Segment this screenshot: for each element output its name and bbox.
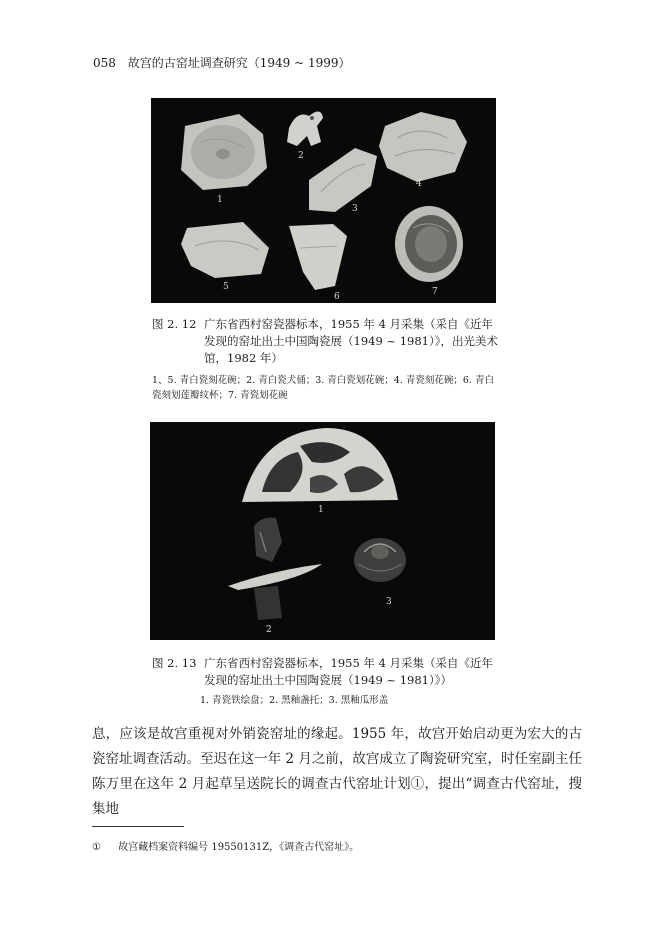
figure-2-13-image <box>150 422 495 640</box>
shard-1-bowl <box>181 114 267 190</box>
figure-number: 图 2. 13 <box>152 656 197 670</box>
item-1-painted-plate <box>242 428 398 502</box>
running-header <box>93 54 351 71</box>
footnote-mark: ① <box>92 842 101 853</box>
shard-6-cup <box>289 224 347 290</box>
figure-2-12-image <box>151 98 496 303</box>
footnote <box>92 838 359 853</box>
shard-2-dog-figurine <box>287 111 323 146</box>
shard-7-dark-bowl <box>395 206 463 282</box>
item-2-cup-stand <box>228 518 322 620</box>
figure-2-12-items: 1、5. 青白瓷刻花碗；2. 青白瓷犬俑；3. 青白瓷划花碗；4. 青瓷刻花碗；6. 青白瓷刻划莲瓣纹杯；7. 青瓷划花碗 <box>152 375 494 401</box>
panel-label-5: 5 <box>223 282 229 292</box>
figure-2-13-photo <box>150 422 495 640</box>
panel-label-6: 6 <box>334 292 340 302</box>
figure-2-12-photo <box>151 98 496 303</box>
panel-label-1: 1 <box>318 505 324 515</box>
panel-label-7: 7 <box>432 287 438 297</box>
figure-2-13-caption <box>152 655 502 691</box>
footnote-rule <box>92 826 184 827</box>
panel-label-3: 3 <box>352 204 358 214</box>
panel-label-2: 2 <box>266 625 272 635</box>
panel-label-2: 2 <box>298 151 304 161</box>
running-title: 故宫的古窑址调查研究（1949 ~ 1999） <box>127 56 351 70</box>
footnote-text: 故宫藏档案资料编号 19550131Z，《调查古代窑址》。 <box>118 842 360 853</box>
shard-3-bowl-fragment <box>309 148 377 212</box>
panel-label-4: 4 <box>416 179 422 189</box>
shard-5-bowl-fragment <box>181 222 269 278</box>
figure-2-12-caption <box>152 316 502 368</box>
panel-label-3: 3 <box>386 597 392 607</box>
shard-4-carved-bowl <box>379 112 467 182</box>
item-3-melon-lid <box>354 538 406 582</box>
body-paragraph: 息，应该是故宫重视对外销瓷窑址的缘起。1955 年，故宫开始启动更为宏大的古瓷窑址调查活动。至迟在这一年 2 月之前，故宫成立了陶瓷研究室，时任室副主任陈万里在这年 2 月起草呈送院长的调查古代窑址计划①，提出“调查古代窑址，搜集地 <box>92 726 582 817</box>
panel-label-1: 1 <box>217 195 223 205</box>
caption-text: 广东省西村窑瓷器标本，1955 年 4 月采集（采自《近年发现的窑址出土中国陶瓷展（1949 ~ 1981）》，出光美术馆，1982 年） <box>204 317 498 365</box>
caption-text: 广东省西村窑瓷器标本，1955 年 4 月采集（采自《近年发现的窑址出土中国陶瓷展（1949 ~ 1981）》） <box>204 656 494 687</box>
page-number: 058 <box>93 56 116 70</box>
figure-2-13-items: 1. 青瓷铁绘盘；2. 黑釉盏托；3. 黑釉瓜形盖 <box>200 695 389 706</box>
figure-number: 图 2. 12 <box>152 317 197 331</box>
